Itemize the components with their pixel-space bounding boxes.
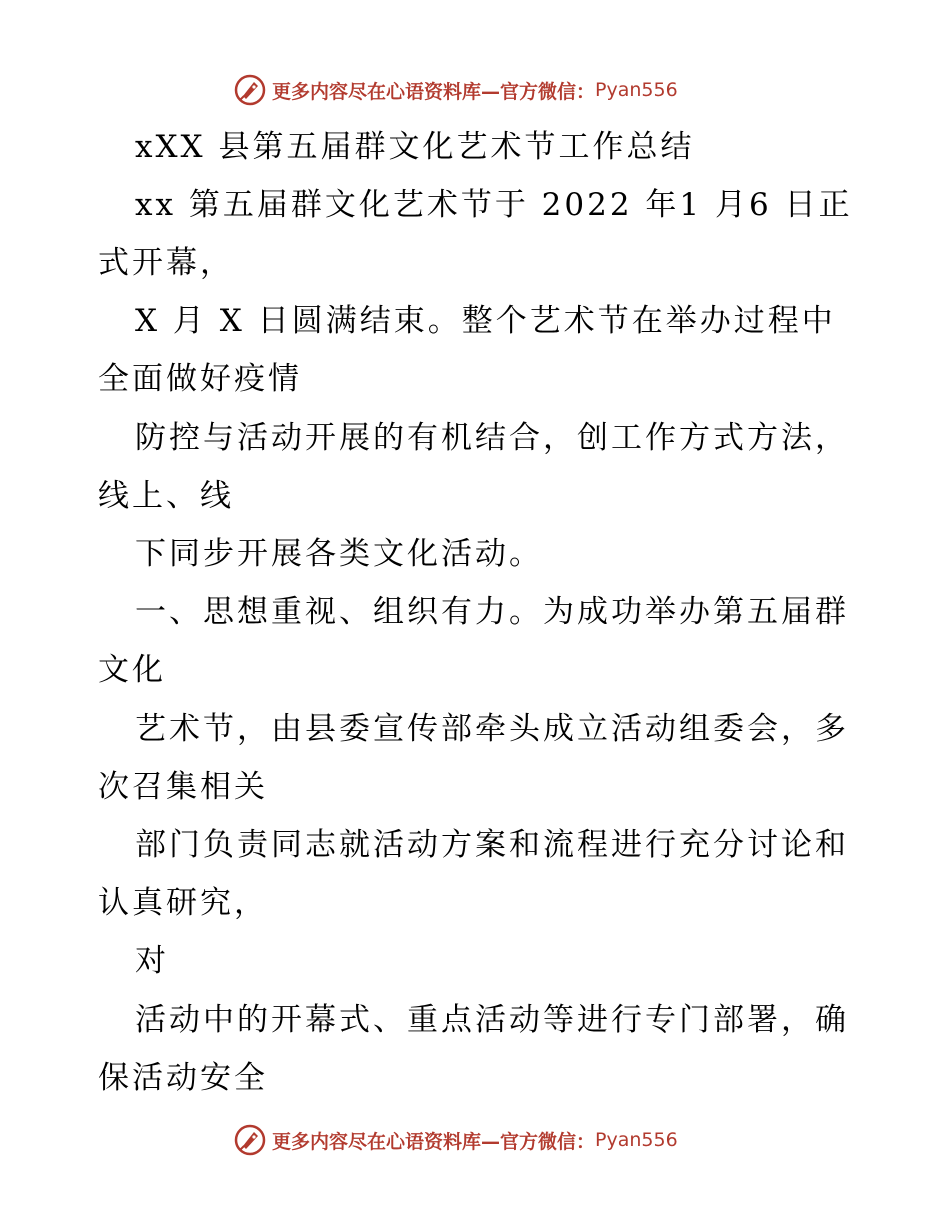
doc-line: xx 第五届群文化艺术节于 2022 年1 月6 日正 — [135, 187, 853, 223]
header-banner — [234, 72, 678, 108]
doc-title: xXX 县第五届群文化艺术节工作总结 — [135, 129, 695, 165]
doc-line: X 月 X 日圆满结束。整个艺术节在举办过程中 — [135, 303, 836, 339]
doc-line: 线上、线 — [98, 478, 234, 514]
footer-wechat-id: Pyan556 — [595, 1129, 678, 1151]
doc-line: 艺术节，由县委宣传部牵头成立活动组委会，多 — [135, 711, 849, 747]
doc-line: 文化 — [98, 652, 166, 688]
doc-line: 保活动安全 — [98, 1060, 268, 1096]
header-banner-text: 更多内容尽在心语资料库—官方微信： — [272, 80, 596, 103]
pen-nib-logo-icon — [234, 74, 266, 106]
header-wechat-id: Pyan556 — [595, 79, 678, 101]
footer-banner-text: 更多内容尽在心语资料库—官方微信： — [272, 1130, 596, 1153]
doc-line: 全面做好疫情 — [98, 361, 302, 397]
doc-line: 部门负责同志就活动方案和流程进行充分讨论和 — [135, 827, 849, 863]
doc-line: 认真研究， — [98, 885, 268, 921]
doc-line: 一、思想重视、组织有力。为成功举办第五届群 — [135, 594, 849, 630]
pen-nib-logo-icon — [234, 1124, 266, 1156]
doc-line: 次召集相关 — [98, 769, 268, 805]
footer-banner — [234, 1122, 678, 1158]
doc-line: 式开幕， — [98, 245, 234, 281]
doc-line: 对 — [135, 943, 169, 979]
doc-line: 防控与活动开展的有机结合，创工作方式方法， — [135, 420, 849, 456]
doc-line: 活动中的开幕式、重点活动等进行专门部署，确 — [135, 1002, 849, 1038]
doc-line: 下同步开展各类文化活动。 — [135, 536, 543, 572]
